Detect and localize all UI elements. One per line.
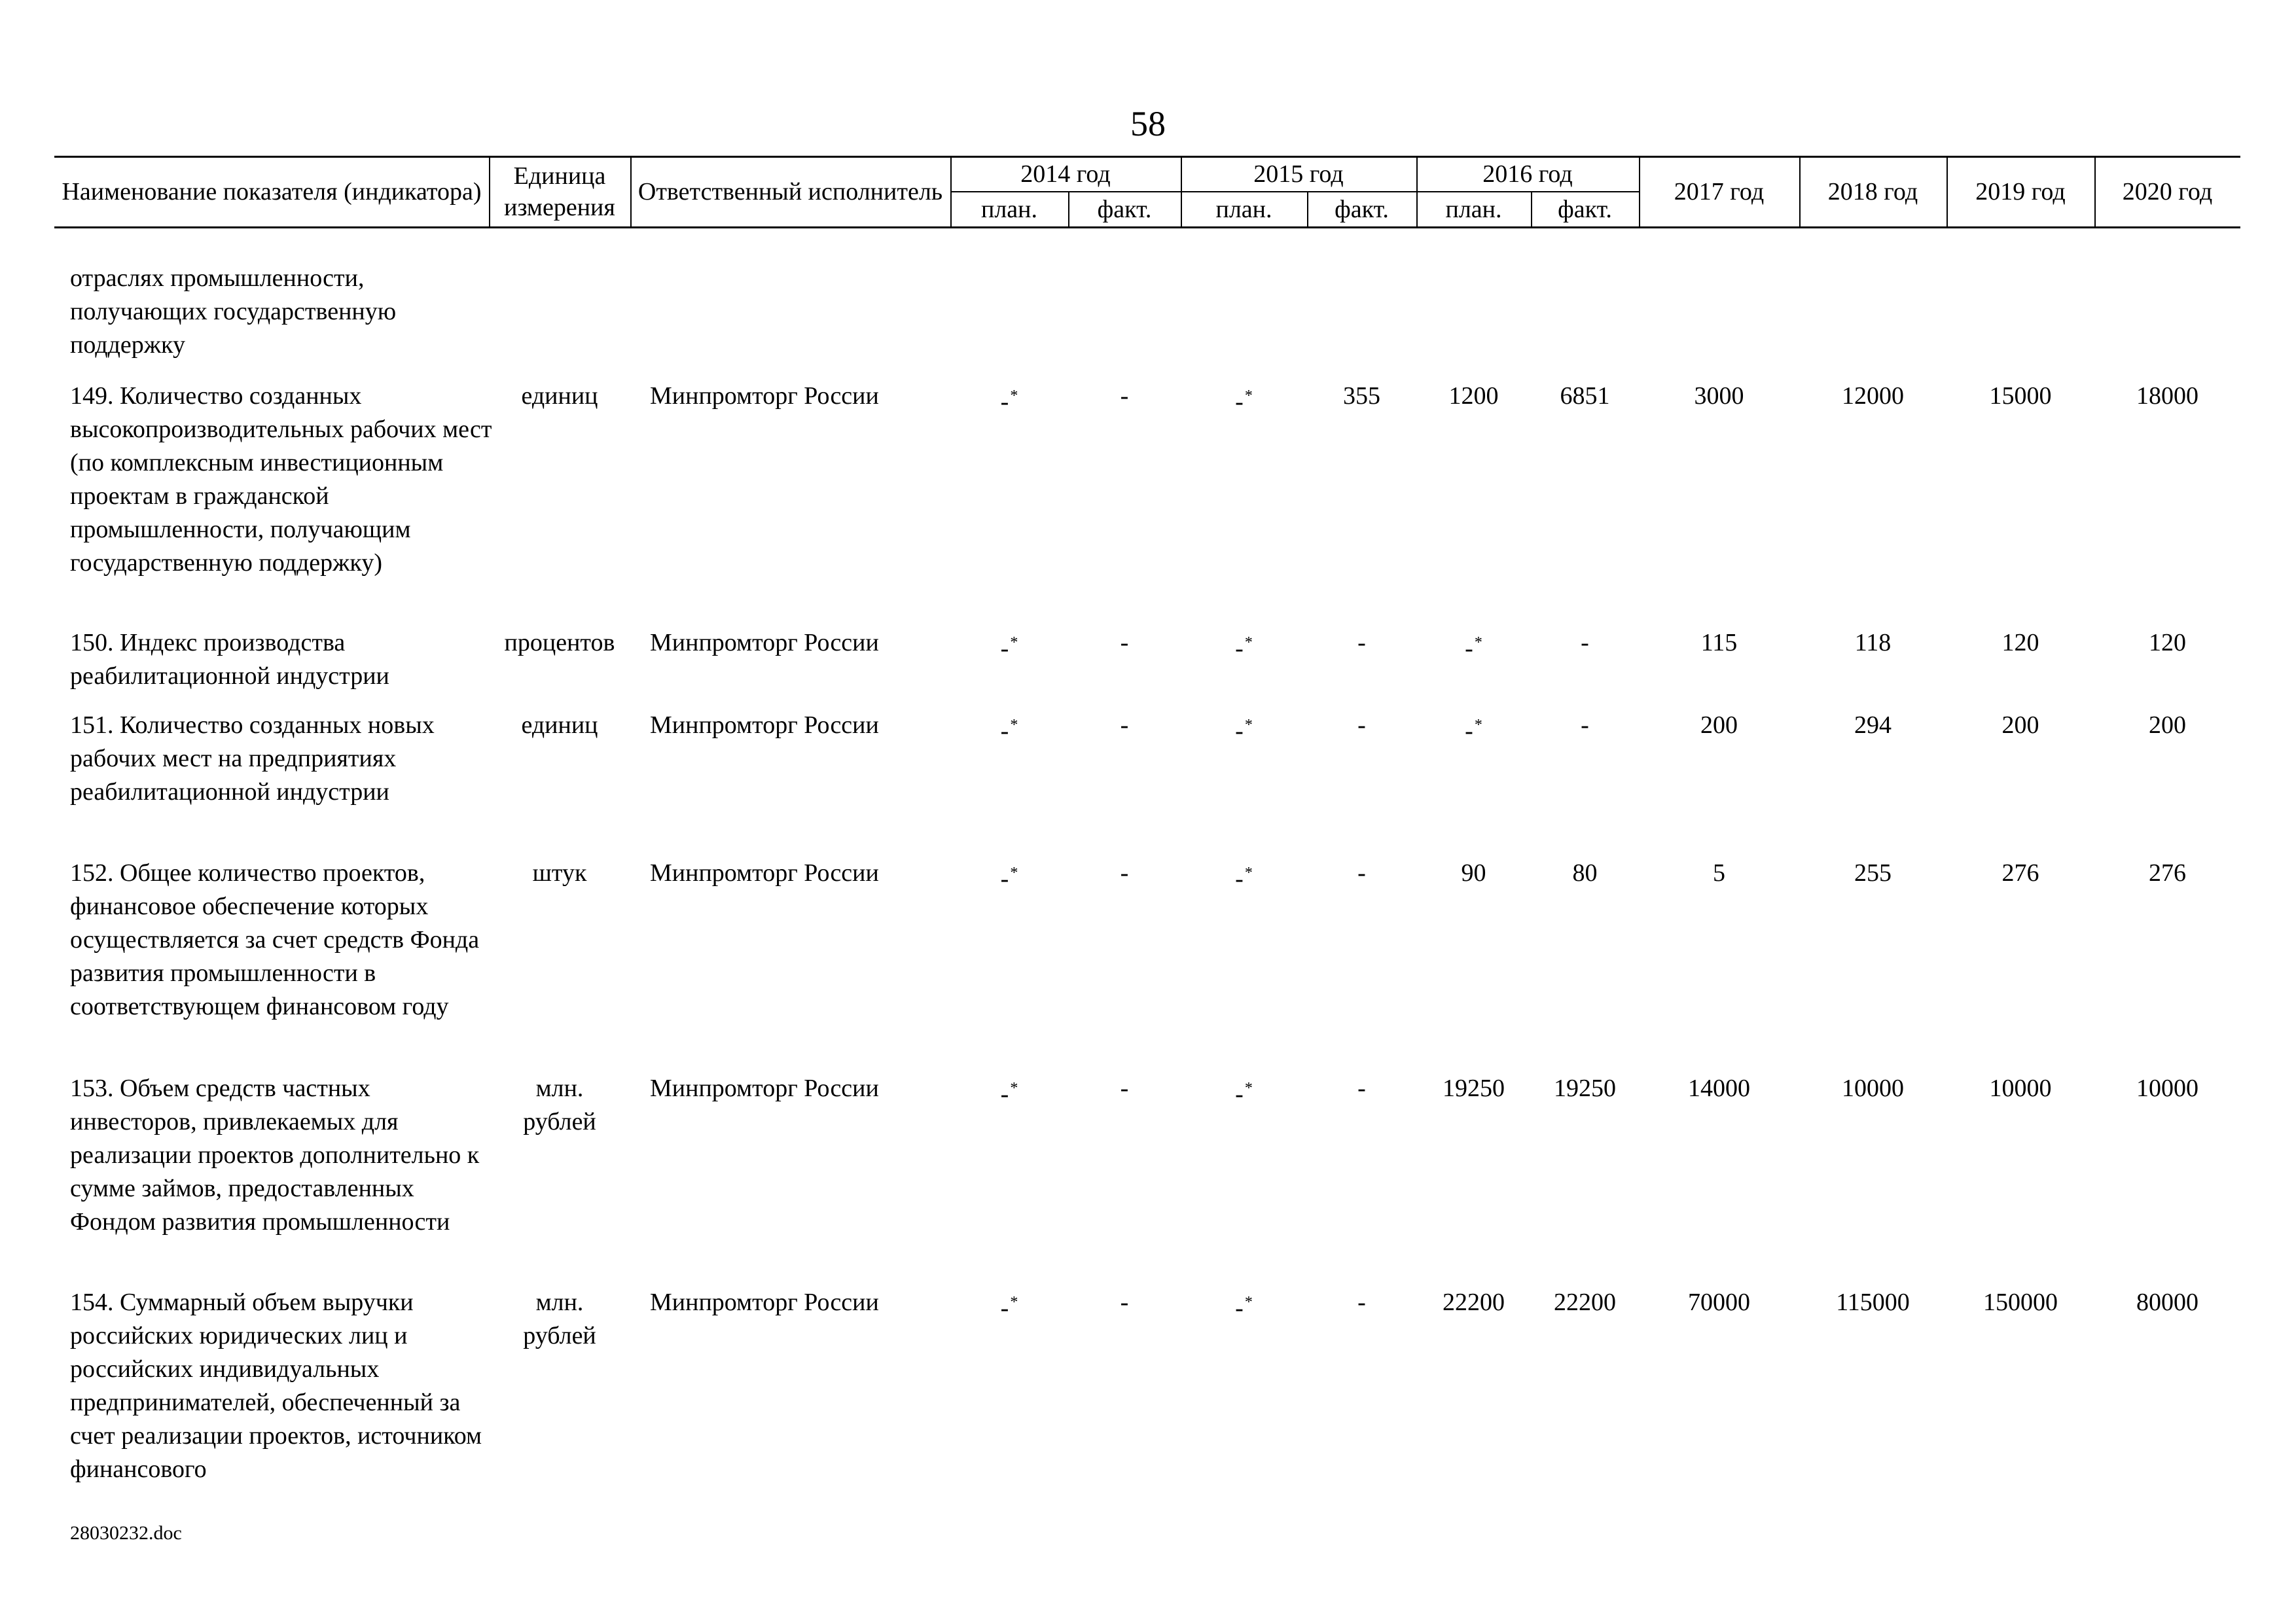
header-unit: Единица измерения: [504, 162, 615, 221]
header-plan-2016: план.: [1445, 195, 1502, 223]
plan-2015-cell: -*: [1235, 1080, 1253, 1108]
unit-cell: штук: [532, 859, 587, 887]
responsible-cell: Минпромторг России: [650, 382, 879, 410]
value-2017-cell: 70000: [1688, 1289, 1750, 1316]
plan-2016-cell: 19250: [1443, 1075, 1505, 1102]
plan-2016-cell: 1200: [1448, 382, 1499, 410]
fact-2015-cell: -: [1357, 629, 1366, 656]
value-2019-cell: 200: [2001, 711, 2039, 739]
header-name: Наименование показателя (индикатора): [62, 178, 482, 205]
header-year-2020: 2020 год: [2122, 178, 2213, 205]
fact-2016-cell: 22200: [1554, 1289, 1616, 1316]
indicator-name: 152. Общее количество проектов, финансовое обеспечение которых осуществляется за счет средств Фонда развития промышленности в соответствующем финансовом году: [70, 859, 480, 1020]
plan-2016-cell: -*: [1465, 717, 1482, 745]
indicator-name: 154. Суммарный объем выручки российских юридических лиц и российских индивидуальных предпринимателей, обеспеченный за счет реализации проектов, источником финансового: [70, 1289, 482, 1483]
page-number: 58: [1130, 104, 1166, 143]
header-responsible: Ответственный исполнитель: [637, 178, 943, 205]
fact-2014-cell: -: [1120, 1289, 1129, 1316]
plan-2015-cell: -*: [1235, 634, 1253, 662]
fact-2016-cell: -: [1581, 711, 1589, 739]
value-2019-cell: 150000: [1983, 1289, 2058, 1316]
fact-2014-cell: -: [1120, 711, 1129, 739]
indicator-name: 151. Количество созданных новых рабочих мест на предприятиях реабилитационной индустрии: [70, 711, 435, 806]
value-2017-cell: 115: [1700, 629, 1738, 656]
unit-cell: млн. рублей: [523, 1075, 596, 1135]
header-plan-2015: план.: [1215, 195, 1272, 223]
document-filename: 28030232.doc: [70, 1522, 182, 1544]
plan-2014-cell: -*: [1000, 717, 1018, 745]
value-2020-cell: 80000: [2136, 1289, 2198, 1316]
header-year-2015: 2015 год: [1253, 160, 1344, 188]
unit-cell: единиц: [521, 711, 598, 739]
plan-2015-cell: -*: [1235, 387, 1253, 416]
responsible-cell: Минпромторг России: [650, 629, 879, 656]
header-plan-2014: план.: [980, 195, 1037, 223]
header-year-2018: 2018 год: [1827, 178, 1918, 205]
value-2018-cell: 255: [1854, 859, 1892, 887]
fact-2016-cell: 6851: [1560, 382, 1610, 410]
plan-2015-cell: -*: [1235, 717, 1253, 745]
unit-cell: процентов: [504, 629, 615, 656]
header-year-2017: 2017 год: [1674, 178, 1765, 205]
header-year-2019: 2019 год: [1975, 178, 2066, 205]
fact-2014-cell: -: [1120, 1075, 1129, 1102]
value-2017-cell: 14000: [1688, 1075, 1750, 1102]
plan-2016-cell: 90: [1461, 859, 1486, 887]
value-2018-cell: 294: [1854, 711, 1892, 739]
responsible-cell: Минпромторг России: [650, 859, 879, 887]
table-header: [0, 0, 2296, 236]
value-2020-cell: 200: [2149, 711, 2186, 739]
plan-2014-cell: -*: [1000, 1080, 1018, 1108]
value-2018-cell: 118: [1854, 629, 1892, 656]
plan-2016-cell: -*: [1465, 634, 1482, 662]
value-2020-cell: 18000: [2136, 382, 2198, 410]
header-year-2014: 2014 год: [1020, 160, 1111, 188]
responsible-cell: Минпромторг России: [650, 1075, 879, 1102]
header-fact-2014: факт.: [1097, 195, 1152, 223]
header-fact-2016: факт.: [1558, 195, 1612, 223]
plan-2016-cell: 22200: [1443, 1289, 1505, 1316]
continuation-text: отраслях промышленности, получающих государственную поддержку: [70, 264, 397, 359]
responsible-cell: Минпромторг России: [650, 711, 879, 739]
fact-2014-cell: -: [1120, 629, 1129, 656]
value-2019-cell: 15000: [1989, 382, 2052, 410]
value-2018-cell: 12000: [1842, 382, 1904, 410]
fact-2016-cell: 80: [1572, 859, 1598, 887]
fact-2015-cell: -: [1357, 1075, 1366, 1102]
value-2018-cell: 10000: [1842, 1075, 1904, 1102]
responsible-cell: Минпромторг России: [650, 1289, 879, 1316]
header-fact-2015: факт.: [1335, 195, 1389, 223]
value-2020-cell: 120: [2149, 629, 2186, 656]
fact-2016-cell: -: [1581, 629, 1589, 656]
plan-2014-cell: -*: [1000, 865, 1018, 893]
value-2019-cell: 120: [2001, 629, 2039, 656]
value-2017-cell: 3000: [1694, 382, 1744, 410]
value-2017-cell: 200: [1700, 711, 1738, 739]
plan-2014-cell: -*: [1000, 634, 1018, 662]
fact-2015-cell: 355: [1343, 382, 1380, 410]
fact-2016-cell: 19250: [1554, 1075, 1616, 1102]
value-2019-cell: 276: [2001, 859, 2039, 887]
indicator-name: 150. Индекс производства реабилитационной индустрии: [70, 629, 389, 690]
unit-cell: млн. рублей: [523, 1289, 596, 1349]
header-bottom-rule: [54, 226, 2240, 228]
fact-2015-cell: -: [1357, 859, 1366, 887]
plan-2015-cell: -*: [1235, 1294, 1253, 1322]
fact-2014-cell: -: [1120, 859, 1129, 887]
indicator-name: 153. Объем средств частных инвесторов, привлекаемых для реализации проектов дополнительно к сумме займов, предоставленных Фондом развития промышленности: [70, 1075, 480, 1236]
value-2019-cell: 10000: [1989, 1075, 2052, 1102]
unit-cell: единиц: [521, 382, 598, 410]
indicator-name: 149. Количество созданных высокопроизводительных рабочих мест (по комплексным инвестиционным проектам в гражданской промышленности, получающим государственную поддержку): [70, 382, 492, 577]
fact-2015-cell: -: [1357, 1289, 1366, 1316]
plan-2015-cell: -*: [1235, 865, 1253, 893]
value-2020-cell: 276: [2149, 859, 2186, 887]
fact-2015-cell: -: [1357, 711, 1366, 739]
value-2020-cell: 10000: [2136, 1075, 2198, 1102]
plan-2014-cell: -*: [1000, 387, 1018, 416]
value-2017-cell: 5: [1713, 859, 1725, 887]
plan-2014-cell: -*: [1000, 1294, 1018, 1322]
value-2018-cell: 115000: [1836, 1289, 1910, 1316]
fact-2014-cell: -: [1120, 382, 1129, 410]
header-year-2016: 2016 год: [1482, 160, 1573, 188]
